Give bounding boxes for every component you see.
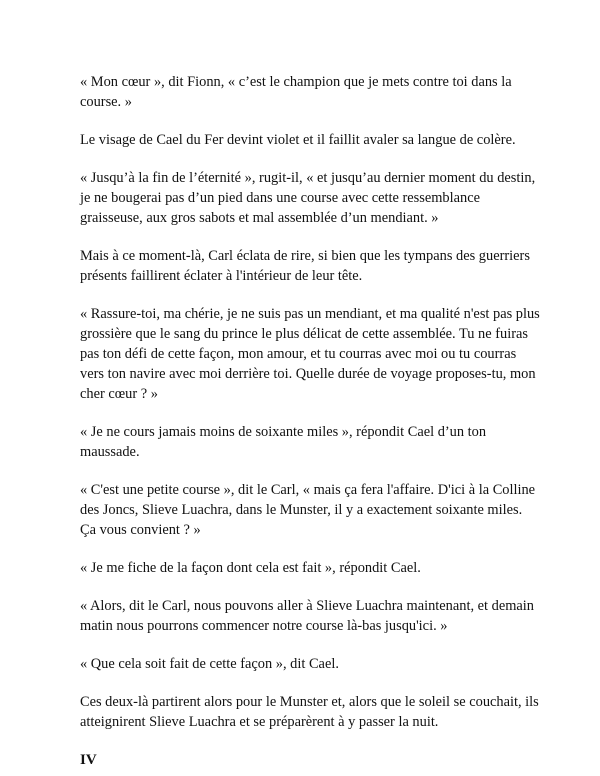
paragraph-2: Le visage de Cael du Fer devint violet et il faillit avaler sa langue de colère. [80,132,516,148]
paragraph-8: « Je me fiche de la façon dont cela est fait », répondit Cael. [80,560,421,576]
paragraph-11: Ces deux-là partirent alors pour le Munster et, alors que le soleil se couchait, ils atteignirent Slieve Luachra et se préparèrent à y passer la nuit. [80,694,539,730]
paragraph-9: « Alors, dit le Carl, nous pouvons aller à Slieve Luachra maintenant, et demain matin nous pourrons commencer notre course là-bas jusqu'ici. » [80,598,534,634]
section-heading: IV [80,752,97,768]
paragraph-10: « Que cela soit fait de cette façon », dit Cael. [80,656,339,672]
paragraph-7: « C'est une petite course », dit le Carl, « mais ça fera l'affaire. D'ici à la Colline des Joncs, Slieve Luachra, dans le Munster, il y a exactement soixante miles. Ça vous convient ? » [80,482,536,538]
paragraph-6: « Je ne cours jamais moins de soixante miles », répondit Cael d’un ton maussade. [80,424,487,460]
paragraph-4: Mais à ce moment-là, Carl éclata de rire, si bien que les tympans des guerriers présents faillirent éclater à l'intérieur de leur tête. [80,248,530,284]
document-page [80,72,540,770]
paragraph-5: « Rassure-toi, ma chérie, je ne suis pas un mendiant, et ma qualité n'est pas plus grossière que le sang du prince le plus délicat de cette assemblée. Tu ne fuiras pas ton défi de cette façon, mon amour, et tu courras avec moi ou tu courras vers ton navire avec moi derrière toi. Quelle durée de voyage proposes-tu, mon cher cœur ? » [80,306,540,402]
paragraph-1: « Mon cœur », dit Fionn, « c’est le champion que je mets contre toi dans la course. » [80,74,512,110]
paragraph-3: « Jusqu’à la fin de l’éternité », rugit-il, « et jusqu’au dernier moment du destin, je ne bougerai pas d’un pied dans une course avec cette ressemblance graisseuse, aux gros sabots et mal assemblée d’un mendiant. » [80,170,536,226]
